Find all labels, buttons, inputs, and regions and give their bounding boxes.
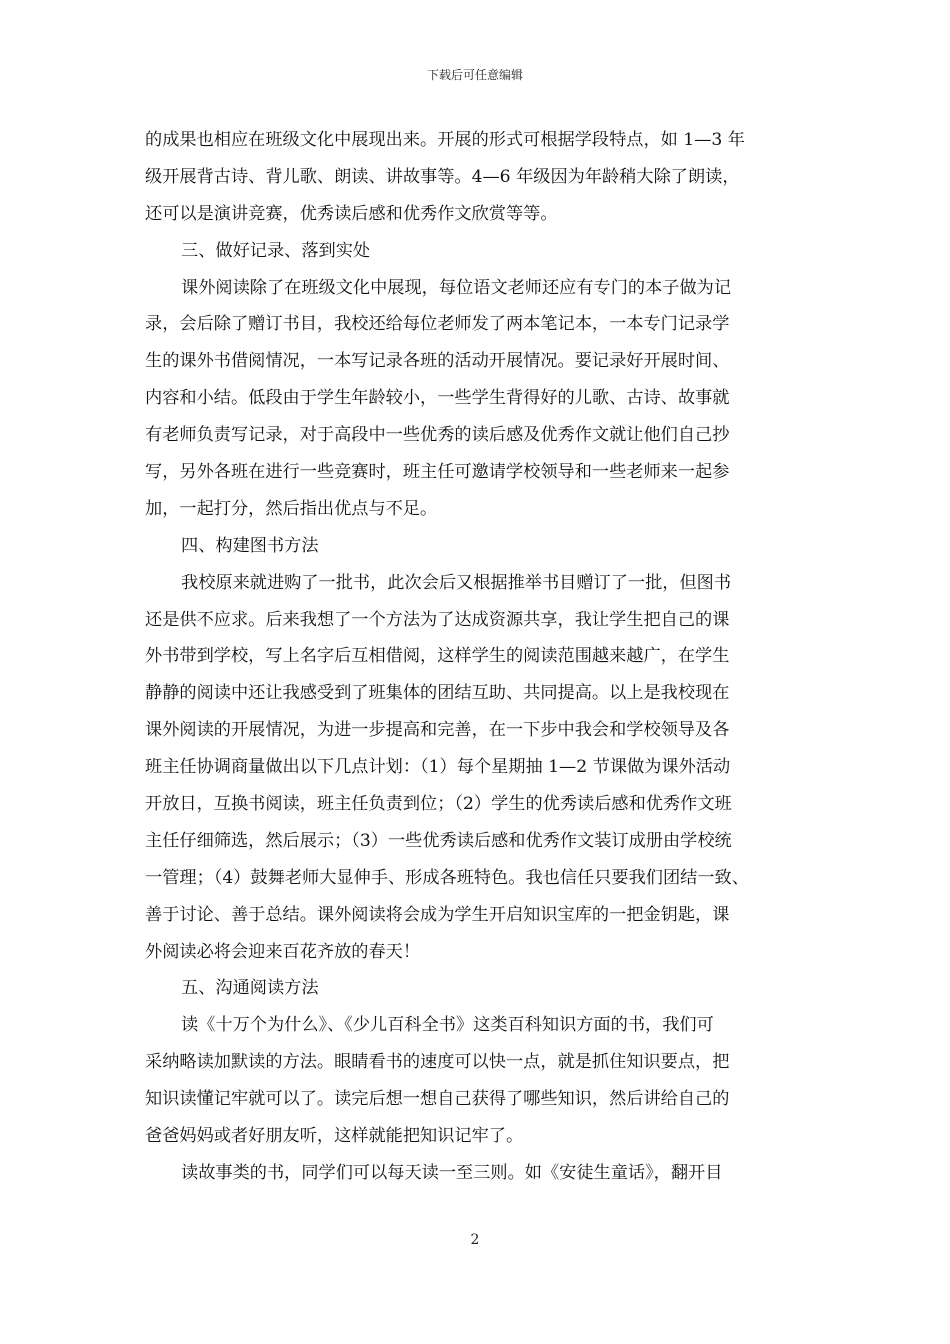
text-line: 外阅读必将会迎来百花齐放的春天！ (145, 941, 421, 962)
text-line: 三、做好记录、落到实处 (181, 240, 371, 261)
text-line: 一管理；（4）鼓舞老师大显伸手、形成各班特色。我也信任只要我们团结一致、 (145, 867, 749, 888)
text-line: 主任仔细筛选，然后展示；（3）一些优秀读后感和优秀作文装订成册由学校统 (145, 830, 732, 851)
text-line: 课外阅读除了在班级文化中展现，每位语文老师还应有专门的本子做为记 (181, 277, 732, 298)
text-line: 开放日，互换书阅读，班主任负责到位；（2）学生的优秀读后感和优秀作文班 (145, 794, 732, 815)
document-body (145, 122, 817, 1192)
text-line: 采纳略读加默读的方法。眼睛看书的速度可以快一点，就是抓住知识要点，把 (145, 1052, 730, 1073)
page-header: 下载后可任意编辑 (426, 68, 523, 82)
text-line: 课外阅读的开展情况，为进一步提高和完善，在一下步中我会和学校领导及各 (145, 720, 730, 741)
text-line: 班主任协调商量做出以下几点计划：（1）每个星期抽 1—2 节课做为课外活动 (145, 757, 731, 778)
text-line: 我校原来就进购了一批书，此次会后又根据推举书目赠订了一批，但图书 (181, 572, 732, 593)
text-line: 外书带到学校，写上名字后互相借阅，这样学生的阅读范围越来越广，在学生 (145, 646, 730, 667)
text-line: 写，另外各班在进行一些竞赛时，班主任可邀请学校领导和一些老师来一起参 (145, 462, 730, 483)
text-line: 有老师负责写记录，对于高段中一些优秀的读后感及优秀作文就让他们自己抄 (145, 425, 730, 446)
text-line: 知识读懂记牢就可以了。读完后想一想自己获得了哪些知识，然后讲给自己的 (145, 1089, 730, 1110)
text-line: 还是供不应求。后来我想了一个方法为了达成资源共享，我让学生把自己的课 (145, 609, 730, 630)
text-line: 加，一起打分，然后指出优点与不足。 (145, 498, 438, 519)
text-line: 还可以是演讲竞赛，优秀读后感和优秀作文欣赏等等。 (145, 203, 558, 224)
text-line: 生的课外书借阅情况，一本写记录各班的活动开展情况。要记录好开展时间、 (145, 351, 730, 372)
page-number: 2 (470, 1232, 480, 1248)
text-line: 四、构建图书方法 (181, 535, 319, 556)
text-line: 读故事类的书，同学们可以每天读一至三则。如《安徒生童话》，翻开目 (181, 1162, 723, 1183)
text-line: 内容和小结。低段由于学生年龄较小，一些学生背得好的儿歌、古诗、故事就 (145, 388, 730, 409)
text-line: 录，会后除了赠订书目，我校还给每位老师发了两本笔记本，一本专门记录学 (145, 314, 730, 335)
text-line: 善于讨论、善于总结。课外阅读将会成为学生开启知识宝库的一把金钥匙，课 (145, 904, 730, 925)
text-line: 静静的阅读中还让我感受到了班集体的团结互助、共同提高。以上是我校现在 (145, 683, 730, 704)
text-line: 级开展背古诗、背儿歌、朗读、讲故事等。4—6 年级因为年龄稍大除了朗读， (145, 166, 740, 187)
text-line: 读《十万个为什么》、《少儿百科全书》这类百科知识方面的书，我们可 (181, 1015, 714, 1036)
text-line: 爸爸妈妈或者好朋友听，这样就能把知识记牢了。 (145, 1126, 524, 1147)
text-line: 五、沟通阅读方法 (181, 978, 319, 999)
text-line: 的成果也相应在班级文化中展现出来。开展的形式可根据学段特点，如 1—3 年 (145, 130, 745, 150)
